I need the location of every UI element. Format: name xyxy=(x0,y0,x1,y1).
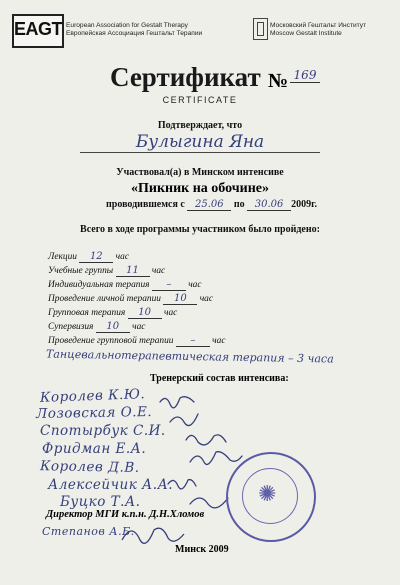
trainer-name: Королев К.Ю. xyxy=(39,386,146,406)
certificate-title: Сертификат xyxy=(110,62,261,92)
program-unit: час xyxy=(115,252,129,262)
program-value: 10 xyxy=(96,321,130,333)
trainer-name: Фридман Е.А. xyxy=(42,441,147,457)
program-label: Учебные группы xyxy=(48,266,114,276)
program-value: – xyxy=(152,279,186,291)
number-sign: № xyxy=(268,70,289,92)
participant-name: Булыгина Яна xyxy=(80,132,320,153)
mgi-logo-icon xyxy=(253,18,268,40)
total-heading: Всего в ходе программы участником было пройдено: xyxy=(80,224,320,235)
event-name: «Пикник на обочине» xyxy=(131,181,269,196)
year-suffix: 2009г. xyxy=(291,199,318,210)
program-row xyxy=(48,335,226,347)
mgi-name-ru: Московский Гештальт Институт xyxy=(270,22,367,29)
program-unit: час xyxy=(188,280,202,290)
stamp-emblem-icon: ✺ xyxy=(258,481,277,506)
round-stamp xyxy=(226,452,316,542)
trainer-name: Алексейчик А.А. xyxy=(48,477,174,493)
program-unit: час xyxy=(199,294,214,304)
eagt-name-en: European Association for Gestalt Therapy xyxy=(66,22,188,29)
city-year: Минск 2009 xyxy=(175,544,229,555)
program-row xyxy=(48,279,202,291)
program-unit: час xyxy=(132,322,146,332)
certificate-number: 169 xyxy=(290,68,320,83)
date-from: 25.06 xyxy=(187,199,231,211)
trainer-name: Степанов А.Б. xyxy=(42,525,135,538)
eagt-logo: EAGT xyxy=(12,14,64,48)
participated-text: Участвовал(а) в Минском интенсиве xyxy=(116,167,284,178)
mgi-name-en: Moscow Gestalt Institute xyxy=(270,30,342,37)
program-label: Супервизия xyxy=(48,322,94,332)
program-label: Индивидуальная терапия xyxy=(48,280,150,290)
trainer-name: Спотырбук С.И. xyxy=(40,423,166,439)
confirms-text: Подтверждает, что xyxy=(157,120,243,131)
trainer-name: Буцко Т.А. xyxy=(60,494,141,510)
header xyxy=(0,0,400,50)
program-row xyxy=(48,321,145,333)
program-row xyxy=(48,293,213,305)
program-label: Лекции xyxy=(48,252,77,262)
trainer-name: Лозовская О.Е. xyxy=(35,403,153,423)
program-value: 11 xyxy=(116,265,150,277)
date-to-prefix: по xyxy=(233,199,245,210)
program-unit: час xyxy=(151,266,166,276)
program-unit: час xyxy=(212,336,226,346)
program-value: 12 xyxy=(79,251,113,263)
program-row xyxy=(48,265,165,277)
program-label: Проведение групповой терапии xyxy=(48,336,174,346)
program-value: – xyxy=(176,335,210,347)
program-value: 10 xyxy=(128,307,162,319)
director-line: Директор МГИ к.п.н. Д.Н.Хломов xyxy=(46,509,205,520)
program-row xyxy=(48,307,177,319)
certificate-subtitle: CERTIFICATE xyxy=(162,95,238,105)
held-prefix: проводившемся с xyxy=(106,199,185,210)
program-unit: час xyxy=(163,308,178,318)
date-to: 30.06 xyxy=(247,199,291,211)
dates-line xyxy=(106,199,317,211)
program-row xyxy=(48,251,129,263)
handwritten-note: Танцевальнотерапевтическая терапия – 3 часа xyxy=(45,347,334,366)
eagt-name-ru: Европейская Ассоциация Гештальт Терапии xyxy=(66,30,203,37)
trainers-title: Тренерский состав интенсива: xyxy=(150,373,289,384)
trainer-name: Королев Д.В. xyxy=(39,458,140,476)
program-label: Групповая терапия xyxy=(48,308,126,318)
program-value: 10 xyxy=(163,293,197,305)
program-label: Проведение личной терапии xyxy=(48,294,161,304)
